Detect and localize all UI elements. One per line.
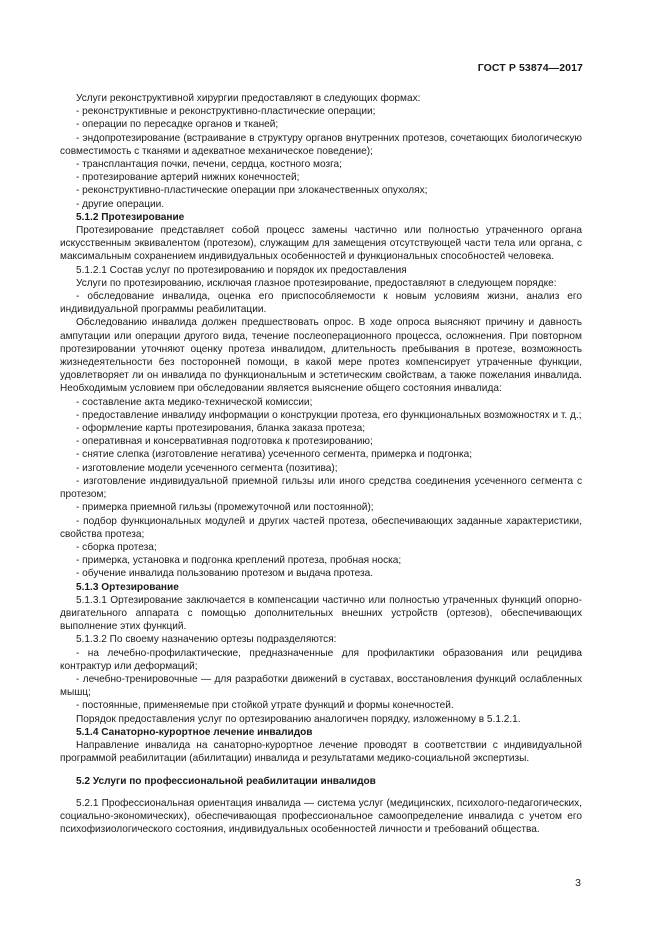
list-item: - эндопротезирование (встраивание в структуру органов внутренних протезов, сочетающих биологическую совместимость с тканями и адекватное механическое поведение);	[60, 132, 582, 157]
document-body	[60, 92, 582, 836]
section-heading: 5.1.2 Протезирование	[76, 211, 185, 223]
list-item: - изготовление модели усеченного сегмента (позитива);	[76, 462, 338, 474]
section-heading: 5.2 Услуги по профессиональной реабилитации инвалидов	[76, 776, 376, 788]
list-item: - предоставление инвалиду информации о конструкции протеза, его функциональных возможностях и т. д.;	[76, 409, 582, 421]
paragraph: Протезирование представляет собой процесс замены частично или полностью утраченного органа искусственным эквивалентом (протезом), служащим для замещения отсутствующей части тела или органа, с максимальным сохранением индивидуальных особенностей и функциональных способностей человека.	[60, 225, 582, 263]
list-item: - обследование инвалида, оценка его приспособляемости к новым условиям жизни, анализ его индивидуальной программы реабилитации.	[60, 291, 582, 316]
list-item: - лечебно-тренировочные — для разработки движений в суставах, восстановления функций ослабленных мышц;	[60, 673, 582, 699]
list-item: - на лечебно-профилактические, предназначенные для профилактики образования или рецидива контрактур или деформаций;	[60, 647, 582, 672]
paragraph: Услуги реконструктивной хирургии предоставляют в следующих формах:	[76, 93, 421, 104]
list-item: - трансплантация почки, печени, сердца, костного мозга;	[76, 159, 342, 171]
list-item: - операции по пересадке органов и тканей;	[76, 119, 279, 131]
list-item: - другие операции.	[76, 198, 165, 210]
paragraph: Услуги по протезированию, исключая глазное протезирование, предоставляют в следующем порядке:	[76, 277, 557, 289]
section-heading: 5.1.4 Санаторно-курортное лечение инвалидов	[76, 726, 313, 738]
paragraph: 5.1.3.1 Ортезирование заключается в компенсации частично или полностью утраченных функций опорно-двигательного аппарата с помощью дополнительных внешних устройств (ортезов), обеспечивающих выполнение этих функций.	[60, 594, 582, 633]
standard-header: ГОСТ Р 53874—2017	[477, 62, 583, 74]
list-item: - протезирование артерий нижних конечностей;	[76, 172, 300, 184]
paragraph: Порядок предоставления услуг по ортезированию аналогичен порядку, изложенному в 5.1.2.1.	[76, 713, 521, 725]
subsection-heading: 5.1.2.1 Состав услуг по протезированию и порядок их предоставления	[76, 264, 407, 276]
list-item: - сборка протеза;	[76, 541, 157, 553]
list-item: - примерка, установка и подгонка креплений протеза, пробная носка;	[76, 555, 402, 567]
list-item: - снятие слепка (изготовление негатива) усеченного сегмента, примерка и подгонка;	[76, 449, 473, 461]
list-item: - реконструктивно-пластические операции при злокачественных опухолях;	[76, 185, 428, 197]
page-number: 3	[575, 877, 581, 889]
list-item: - изготовление индивидуальной приемной гильзы или иного средства соединения усеченного сегмента с протезом;	[60, 475, 582, 501]
list-item: - реконструктивные и реконструктивно-пластические операции;	[76, 106, 376, 118]
paragraph: Направление инвалида на санаторно-курортное лечение проводят в соответствии с индивидуальной программой реабилитации (абилитации) инвалида и результатами медико-социальной экспертизы.	[60, 739, 582, 765]
list-item: - оперативная и консервативная подготовка к протезированию;	[76, 436, 373, 448]
list-item: - примерка приемной гильзы (промежуточной или постоянной);	[76, 502, 374, 514]
list-item: - постоянные, применяемые при стойкой утрате функций и формы конечностей.	[76, 700, 454, 712]
paragraph: Обследованию инвалида должен предшествовать опрос. В ходе опроса выясняют причину и давность ампутации или операции другого вида, течение послеоперационного процесса, осложнения. При повторном протезировании уточняют оценку протеза инвалидом, длительность пребывания в протезе, возможность жизнедеятельности без посторонней помощи, в какой мере протез компенсирует утраченные функции, удовлетворяет ли он инвалида по функциональным и эстетическим свойствам, а также пожелания инвалида. Необходимым условием при обследовании является выяснение общего состояния инвалида:	[60, 317, 582, 395]
paragraph: 5.2.1 Профессиональная ориентация инвалида — система услуг (медицинских, психолого-педагогических, социально-экономических), обеспечивающая профессиональное самоопределение инвалида с учетом его психофизиологического состояния, индивидуальных особенностей личности и требований общества.	[60, 797, 582, 835]
paragraph: 5.1.3.2 По своему назначению ортезы подразделяются:	[76, 634, 337, 646]
list-item: - подбор функциональных модулей и других частей протеза, обеспечивающих заданные характеристики, свойства протеза;	[60, 515, 582, 540]
list-item: - составление акта медико-технической комиссии;	[76, 396, 313, 408]
list-item: - оформление карты протезирования, бланка заказа протеза;	[76, 423, 366, 435]
list-item: - обучение инвалида пользованию протезом и выдача протеза.	[76, 568, 374, 580]
section-heading: 5.1.3 Ортезирование	[76, 581, 179, 593]
